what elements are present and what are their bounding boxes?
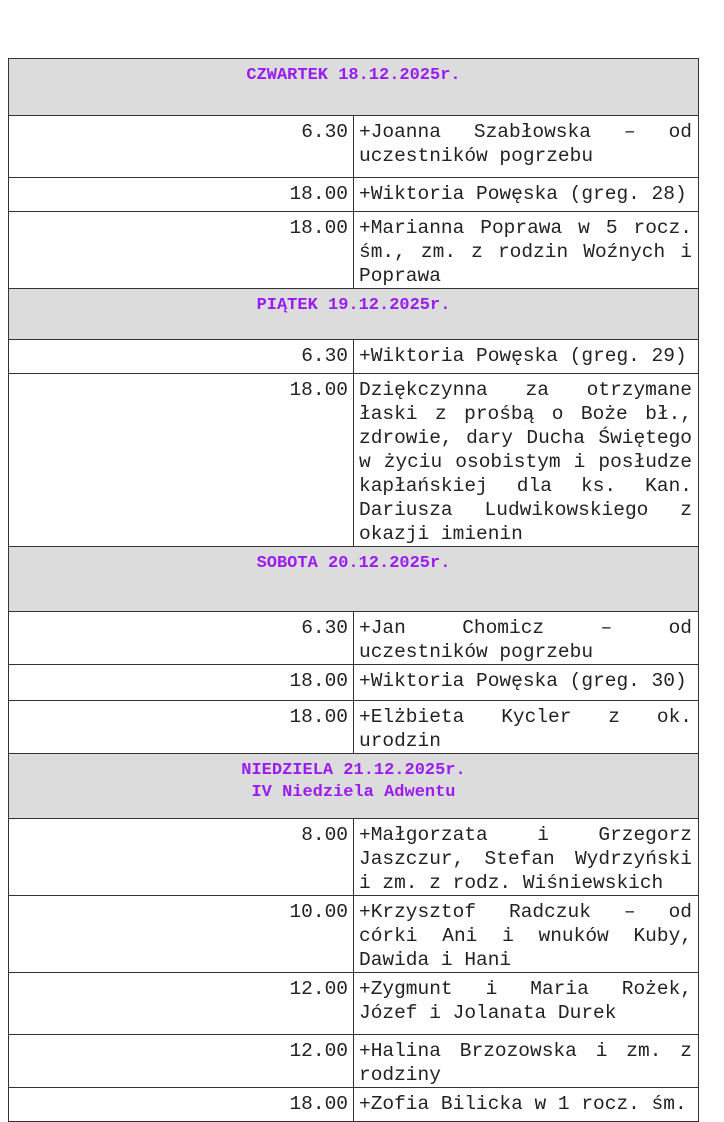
mass-intention: +Marianna Poprawa w 5 rocz. śm., zm. z rodzin Woźnych i Poprawa: [354, 212, 699, 289]
mass-row: [9, 1088, 699, 1122]
mass-intention: +Wiktoria Powęska (greg. 28): [354, 178, 699, 212]
mass-row: [9, 701, 699, 754]
mass-row: [9, 212, 699, 289]
day-header-row: [9, 547, 699, 612]
mass-row: [9, 612, 699, 665]
mass-intention: Dziękczynna za otrzymane łaski z prośbą o Boże bł., zdrowie, dary Ducha Świętego w życiu osobistym i posłudze kapłańskiej dla ks. Kan. Dariusza Ludwikowskiego z okazji imienin: [354, 374, 699, 547]
mass-time: 6.30: [9, 340, 354, 374]
mass-row: [9, 665, 699, 701]
mass-time: 10.00: [9, 896, 354, 973]
mass-row: [9, 896, 699, 973]
mass-intention: +Małgorzata i Grzegorz Jaszczur, Stefan Wydrzyński i zm. z rodz. Wiśniewskich: [354, 819, 699, 896]
mass-time: 8.00: [9, 819, 354, 896]
day-header-row: [9, 289, 699, 340]
mass-intention: +Elżbieta Kycler z ok. urodzin: [354, 701, 699, 754]
mass-intention: +Zofia Bilicka w 1 rocz. śm.: [354, 1088, 699, 1122]
day-header: [9, 59, 699, 116]
day-header: [9, 289, 699, 340]
mass-time: 18.00: [9, 178, 354, 212]
mass-time: 18.00: [9, 212, 354, 289]
day-title: PIĄTEK 19.12.2025r.: [256, 296, 451, 315]
mass-intention: +Krzysztof Radczuk – od córki Ani i wnuków Kuby, Dawida i Hani: [354, 896, 699, 973]
day-title: NIEDZIELA 21.12.2025r.: [241, 761, 466, 780]
mass-time: 18.00: [9, 665, 354, 701]
mass-intention: +Zygmunt i Maria Rożek, Józef i Jolanata Durek: [354, 973, 699, 1035]
mass-intention: +Halina Brzozowska i zm. z rodziny: [354, 1035, 699, 1088]
mass-row: [9, 819, 699, 896]
mass-row: [9, 116, 699, 178]
mass-intention: +Wiktoria Powęska (greg. 29): [354, 340, 699, 374]
mass-row: [9, 178, 699, 212]
mass-row: [9, 340, 699, 374]
mass-schedule-table: [8, 58, 699, 1122]
mass-intention: +Jan Chomicz – od uczestników pogrzebu: [354, 612, 699, 665]
mass-time: 18.00: [9, 374, 354, 547]
day-header-row: [9, 754, 699, 819]
mass-time: 12.00: [9, 973, 354, 1035]
day-header: [9, 547, 699, 612]
mass-time: 12.00: [9, 1035, 354, 1088]
day-title: SOBOTA 20.12.2025r.: [256, 554, 451, 573]
day-header-row: [9, 59, 699, 116]
mass-row: [9, 973, 699, 1035]
mass-time: 6.30: [9, 116, 354, 178]
day-subtitle: IV Niedziela Adwentu: [251, 783, 456, 802]
mass-intention: +Joanna Szabłowska – od uczestników pogrzebu: [354, 116, 699, 178]
mass-time: 18.00: [9, 701, 354, 754]
mass-time: 6.30: [9, 612, 354, 665]
day-header: [9, 754, 699, 819]
mass-row: [9, 1035, 699, 1088]
day-title: CZWARTEK 18.12.2025r.: [246, 66, 461, 85]
mass-row: [9, 374, 699, 547]
mass-time: 18.00: [9, 1088, 354, 1122]
mass-intention: +Wiktoria Powęska (greg. 30): [354, 665, 699, 701]
